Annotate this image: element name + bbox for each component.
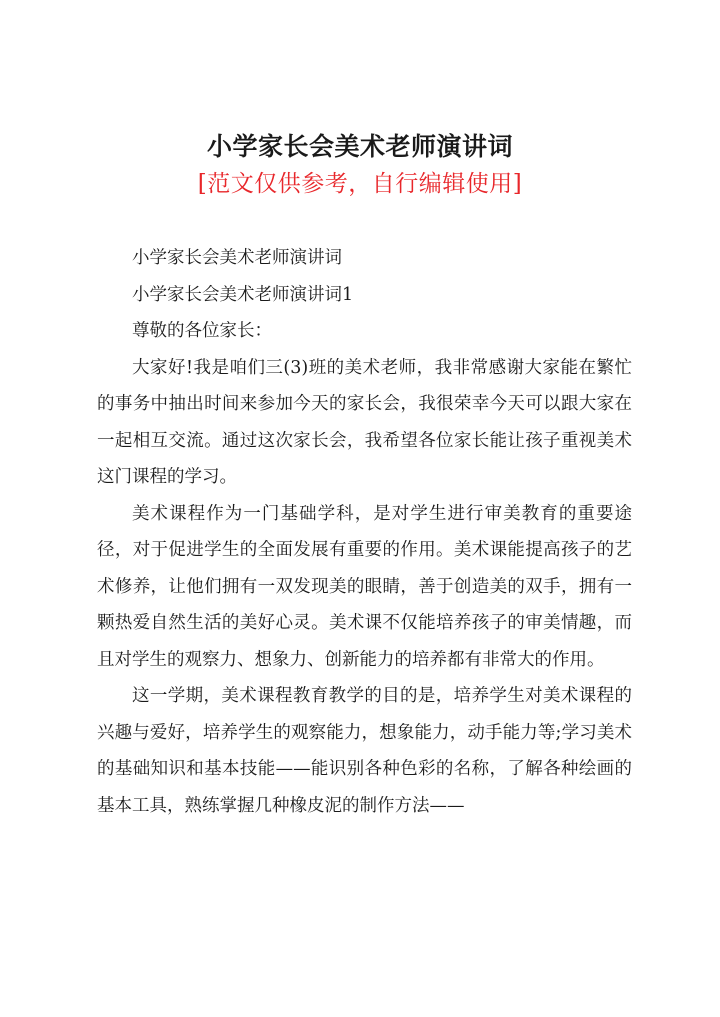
document-title: 小学家长会美术老师演讲词 — [206, 132, 513, 161]
paragraph-course-importance: 美术课程作为一门基础学科，是对学生进行审美教育的重要途径，对于促进学生的全面发展有重要的作用。美术课能提高孩子的艺术修养，让他们拥有一双发现美的眼睛，善于创造美的双手，拥有一颗热爱自然生活的美好心灵。美术课不仅能培养孩子的审美情趣，而且对学生的观察力、想象力、创新能力的培养都有非常大的作用。 — [97, 503, 632, 670]
paragraph-greeting: 大家好!我是咱们三(3)班的美术老师，我非常感谢大家能在繁忙的事务中抽出时间来参加今天的家长会，我很荣幸今天可以跟大家在一起相互交流。通过这次家长会，我希望各位家长能让孩子重视美术这门课程的学习。 — [97, 357, 632, 487]
paragraph-heading: 小学家长会美术老师演讲词 — [132, 248, 342, 268]
document-body — [97, 240, 632, 824]
paragraph-subheading: 小学家长会美术老师演讲词1 — [132, 284, 354, 305]
paragraph-semester-goals: 这一学期，美术课程教育教学的目的是，培养学生对美术课程的兴趣与爱好，培养学生的观察能力，想象能力，动手能力等;学习美术的基础知识和基本技能——能识别各种色彩的名称，了解各种绘画的基本工具，熟练掌握几种橡皮泥的制作方法—— — [97, 686, 632, 816]
paragraph-salutation: 尊敬的各位家长： — [132, 321, 272, 341]
document-subtitle: [范文仅供参考，自行编辑使用] — [197, 171, 523, 197]
